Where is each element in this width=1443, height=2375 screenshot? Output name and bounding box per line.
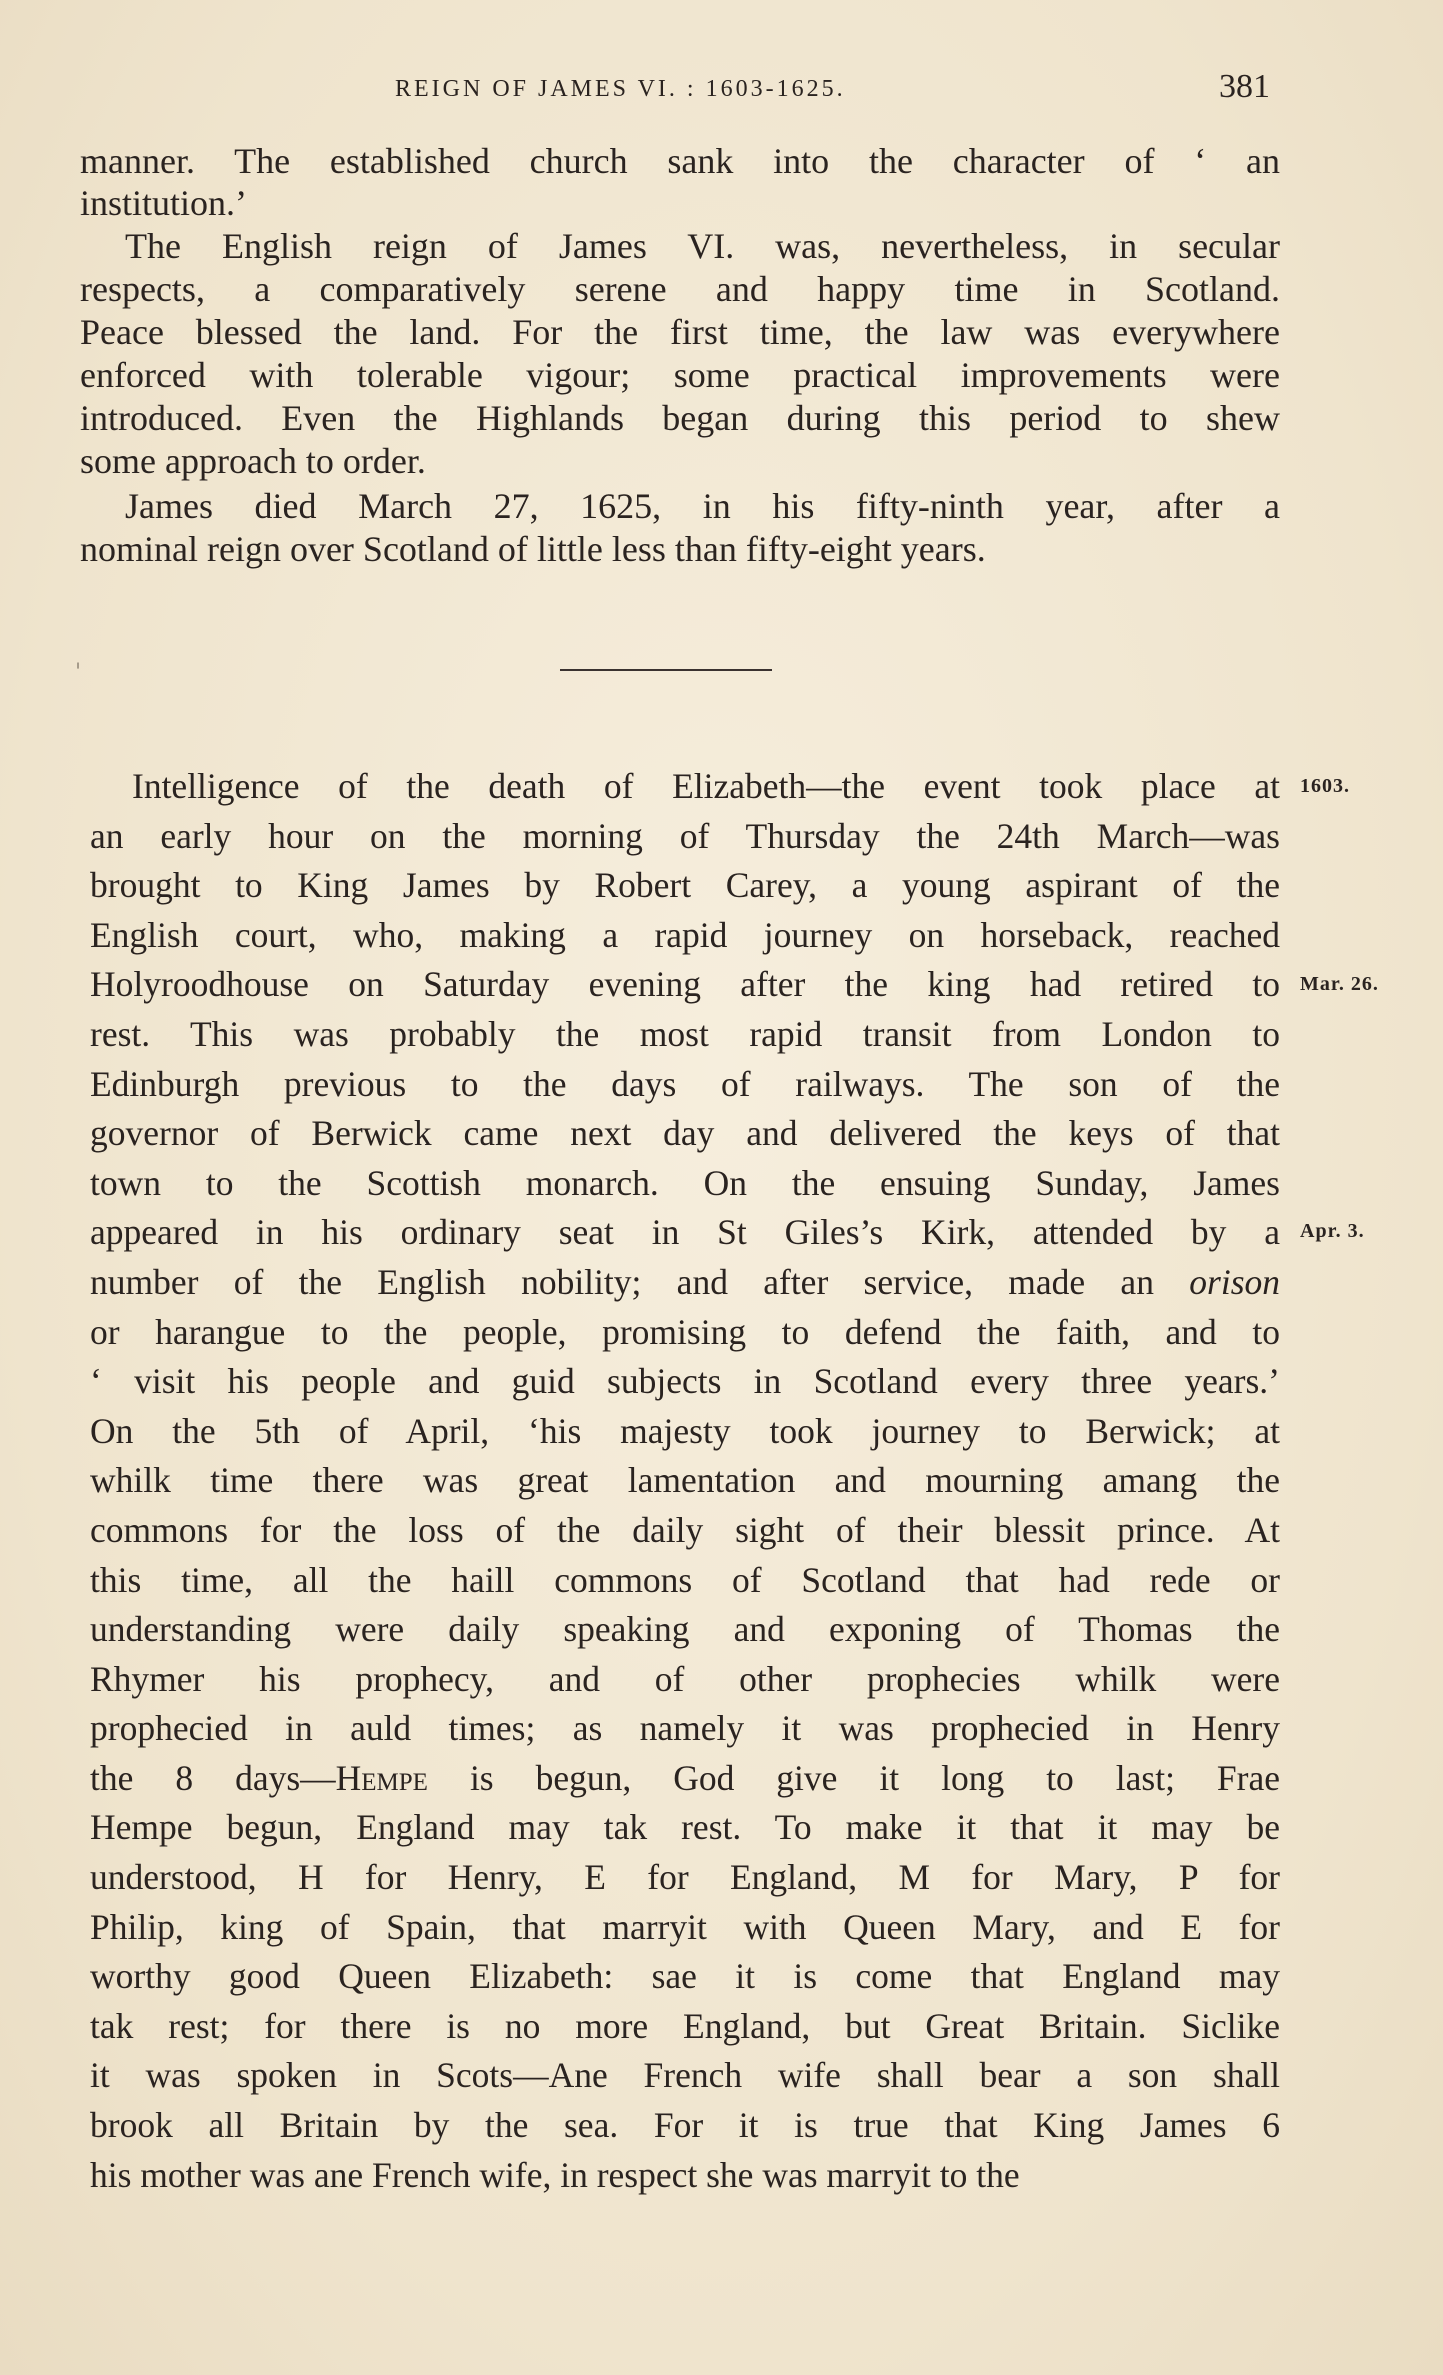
text-line: Philip, king of Spain, that marryit with Queen Mary, and E for <box>90 1906 1280 1947</box>
text-line: whilk time there was great lamentation and mourning amang the <box>90 1460 1280 1501</box>
text-line: it was spoken in Scots—Ane French wife shall bear a son shall <box>90 2055 1280 2096</box>
page-number: 381 <box>1219 68 1270 105</box>
section-rule <box>560 669 772 671</box>
small-caps-word: Hempe <box>335 1757 428 1798</box>
text-line-with-small-caps <box>90 1754 1280 1804</box>
text-line: Peace blessed the land. For the first time, the law was everywhere <box>80 312 1280 352</box>
margin-note-mar: Mar. 26. <box>1300 973 1379 995</box>
text-segment: the 8 days— <box>90 1757 336 1798</box>
paragraph-james-died <box>80 485 1280 571</box>
text-line: nominal reign over Scotland of little less than fifty-eight years. <box>80 529 986 569</box>
text-line: some approach to order. <box>80 441 426 481</box>
text-line: town to the Scottish monarch. On the ensuing Sunday, James <box>90 1162 1280 1203</box>
text-line: Rhymer his prophecy, and of other prophecies whilk were <box>90 1658 1280 1699</box>
text-line: this time, all the haill commons of Scotland that had rede or <box>90 1559 1280 1600</box>
text-line: brought to King James by Robert Carey, a young aspirant of the <box>90 865 1280 906</box>
text-segment: is begun, God give it long to last; Frae <box>469 1757 1280 1798</box>
margin-note-year: 1603. <box>1300 775 1350 797</box>
paragraph-continuation <box>80 140 1280 224</box>
text-line: commons for the loss of the daily sight of their blessit prince. At <box>90 1509 1280 1550</box>
text-segment: number of the English nobility; and after service, made an <box>90 1261 1154 1302</box>
italic-word: orison <box>1189 1261 1281 1302</box>
text-line: his mother was ane French wife, in respect she was marryit to the <box>90 2154 1020 2195</box>
text-line: Intelligence of the death of Elizabeth—the event took place at <box>132 766 1280 806</box>
text-line-with-italic <box>90 1258 1280 1308</box>
text-line: Hempe begun, England may tak rest. To make it that it may be <box>90 1807 1280 1848</box>
text-line: understanding were daily speaking and exponing of Thomas the <box>90 1609 1280 1650</box>
text-line: manner. The established church sank into the character of ‘ an <box>80 141 1280 181</box>
text-line: brook all Britain by the sea. For it is true that King James 6 <box>90 2105 1280 2146</box>
text-line: James died March 27, 1625, in his fifty-ninth year, after a <box>125 486 1280 526</box>
text-line: governor of Berwick came next day and delivered the keys of that <box>90 1113 1280 1154</box>
running-title: REIGN OF JAMES VI. : 1603-1625. <box>395 76 846 102</box>
paragraph-secular-respects <box>80 225 1280 483</box>
text-line: Edinburgh previous to the days of railways. The son of the <box>90 1063 1280 1104</box>
text-line: enforced with tolerable vigour; some practical improvements were <box>80 355 1280 395</box>
text-line: appeared in his ordinary seat in St Giles’s Kirk, attended by a <box>90 1212 1280 1253</box>
text-line: ‘ visit his people and guid subjects in Scotland every three years.’ <box>90 1361 1280 1402</box>
running-head <box>90 68 1270 108</box>
text-line: On the 5th of April, ‘his majesty took journey to Berwick; at <box>90 1410 1280 1451</box>
text-line: introduced. Even the Highlands began during this period to shew <box>80 398 1280 438</box>
text-line: prophecied in auld times; as namely it was prophecied in Henry <box>90 1708 1280 1749</box>
text-line: The English reign of James VI. was, nevertheless, in secular <box>125 226 1280 266</box>
text-line: tak rest; for there is no more England, but Great Britain. Siclike <box>90 2005 1280 2046</box>
stray-mark: ' <box>75 660 82 685</box>
text-line: worthy good Queen Elizabeth: sae it is come that England may <box>90 1956 1280 1997</box>
text-line: Holyroodhouse on Saturday evening after the king had retired to <box>90 964 1280 1005</box>
text-line: respects, a comparatively serene and happy time in Scotland. <box>80 269 1280 309</box>
text-line: or harangue to the people, promising to defend the faith, and to <box>90 1311 1280 1352</box>
margin-note-apr: Apr. 3. <box>1300 1220 1365 1242</box>
text-line: understood, H for Henry, E for England, M for Mary, P for <box>90 1857 1280 1898</box>
text-line: rest. This was probably the most rapid transit from London to <box>90 1013 1280 1054</box>
text-line: institution.’ <box>80 183 248 223</box>
main-passage <box>90 762 1280 2200</box>
text-line: English court, who, making a rapid journey on horseback, reached <box>90 914 1280 955</box>
text-line: an early hour on the morning of Thursday the 24th March—was <box>90 815 1280 856</box>
